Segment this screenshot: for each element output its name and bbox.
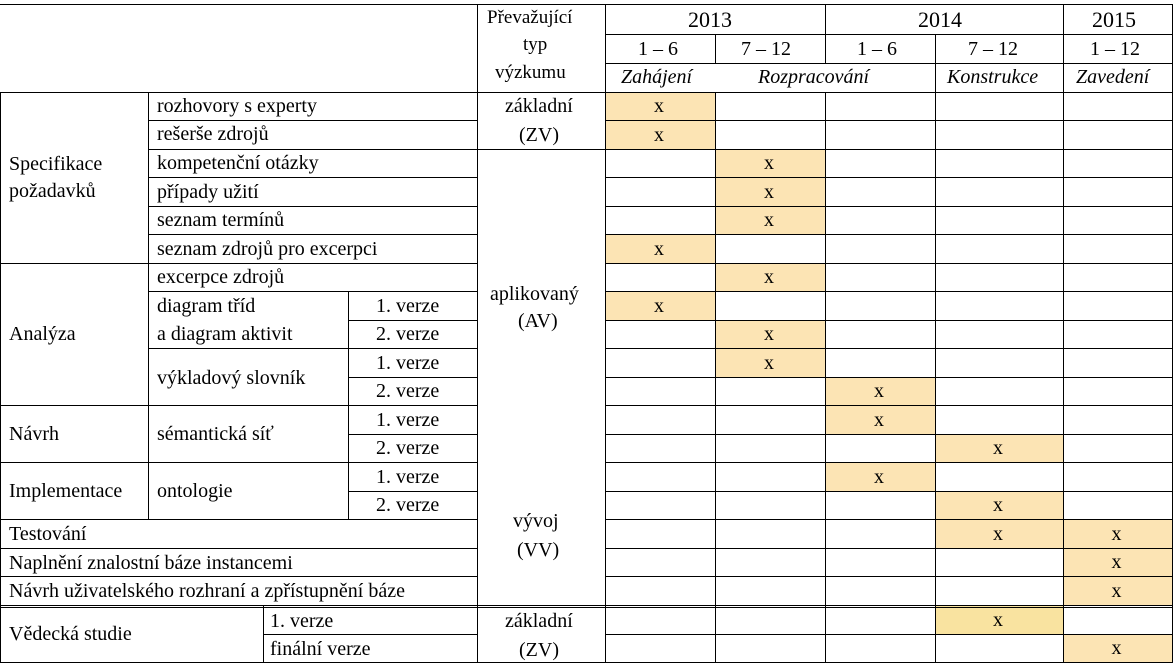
grid-line — [477, 4, 478, 663]
month-range-1: 1 – 6 — [638, 38, 678, 60]
phase-konstrukce: Konstrukce — [947, 66, 1039, 88]
phase-zavedeni: Zavedení — [1076, 66, 1150, 88]
grid-line — [605, 4, 606, 663]
month-range-3: 1 – 6 — [857, 38, 897, 60]
grid-line — [477, 605, 606, 606]
grid-line — [1063, 4, 1064, 663]
grid-line — [0, 576, 478, 577]
grid-line — [0, 462, 478, 463]
grid-line — [148, 92, 149, 520]
grid-line — [605, 320, 1173, 321]
grid-line — [148, 234, 478, 235]
schedule-mark: x — [764, 152, 774, 174]
grid-line — [148, 291, 478, 292]
research-type-av-line-2: (AV) — [518, 310, 558, 332]
version-label: 2. verze — [376, 380, 440, 402]
activity-zdroje: seznam zdrojů pro excerpci — [157, 238, 378, 260]
grid-line — [263, 634, 478, 635]
group-navrh: Návrh — [9, 423, 59, 445]
research-type-zv-1-line-1: základní — [505, 95, 573, 117]
activity-excerpce: excerpce zdrojů — [157, 266, 285, 288]
schedule-mark: x — [1111, 551, 1122, 573]
grid-line — [348, 320, 478, 321]
grid-line — [0, 405, 478, 406]
grid-line — [605, 263, 1173, 264]
schedule-mark: x — [654, 294, 664, 317]
activity-diagram-line-1: diagram tříd — [157, 295, 256, 317]
schedule-mark: x — [764, 209, 774, 231]
version-label: 1. verze — [376, 409, 440, 431]
schedule-mark: x — [993, 522, 1003, 545]
grid-line — [605, 434, 1173, 435]
year-2014: 2014 — [918, 7, 962, 32]
phase-zahajeni: Zahájení — [621, 66, 693, 88]
grid-line — [348, 291, 349, 520]
activity-testovani: Testování — [9, 523, 87, 545]
activity-otazky: kompetenční otázky — [157, 152, 319, 174]
grid-line — [605, 149, 1173, 150]
grid-line — [605, 120, 1173, 121]
grid-line — [605, 605, 1173, 606]
activity-reserse: rešerše zdrojů — [157, 123, 269, 145]
grid-line — [605, 462, 1173, 463]
grid-line — [825, 4, 826, 64]
grid-line — [605, 576, 1173, 577]
version-label: 1. verze — [376, 466, 440, 488]
schedule-mark: x — [764, 180, 774, 203]
activity-pripady: případy užití — [157, 181, 259, 203]
grid-line — [605, 491, 1173, 492]
grid-line — [605, 377, 1173, 378]
grid-line — [605, 634, 1173, 635]
schedule-mark: x — [764, 266, 774, 288]
research-type-zv-2-line-1: základní — [505, 610, 573, 632]
activity-rozhrani: Návrh uživatelského rozhraní a zpřístupnění báze — [9, 580, 405, 602]
grid-line — [0, 548, 478, 549]
version-label: 1. verze — [376, 295, 440, 317]
research-type-zv-1-line-2: (ZV) — [519, 124, 559, 146]
grid-line — [605, 63, 1173, 64]
grid-line — [605, 34, 1173, 35]
grid-line — [715, 34, 716, 64]
activity-naplneni: Naplnění znalostní báze instancemi — [9, 552, 293, 574]
group-specifikace-line-2: požadavků — [9, 180, 96, 202]
schedule-mark: x — [1111, 579, 1122, 602]
schedule-mark: x — [1111, 522, 1122, 545]
grid-line — [605, 405, 1173, 406]
grid-line — [0, 263, 478, 264]
schedule-mark: x — [654, 237, 664, 260]
research-type-av-line-1: aplikovaný — [490, 283, 579, 305]
schedule-mark: x — [874, 380, 884, 402]
group-analyza: Analýza — [9, 323, 76, 345]
version-label: 2. verze — [376, 323, 440, 345]
version-label: 2. verze — [376, 437, 440, 459]
grid-line — [148, 348, 478, 349]
year-2015: 2015 — [1092, 7, 1136, 32]
month-range-4: 7 – 12 — [968, 38, 1018, 60]
grid-line — [605, 519, 1173, 520]
grid-line — [605, 206, 1173, 207]
activity-slovnik: výkladový slovník — [157, 367, 306, 389]
group-vedecka-studie: Vědecká studie — [9, 623, 132, 645]
grid-line — [0, 92, 1173, 93]
schedule-mark: x — [874, 408, 884, 431]
phase-rozpracovani: Rozpracování — [758, 66, 870, 88]
grid-line — [715, 92, 716, 663]
grid-line — [148, 149, 478, 150]
grid-line — [605, 177, 1173, 178]
grid-line — [477, 149, 606, 150]
grid-line — [348, 377, 478, 378]
year-2013: 2013 — [688, 7, 732, 32]
grid-line — [0, 605, 478, 606]
grid-line — [148, 206, 478, 207]
month-range-2: 7 – 12 — [741, 38, 791, 60]
version-label: 1. verze — [270, 610, 334, 632]
activity-terminy: seznam termínů — [157, 209, 285, 231]
grid-line — [935, 34, 936, 663]
group-specifikace-line-1: Specifikace — [9, 153, 103, 175]
type-header-line-1: Převažující — [487, 7, 573, 28]
grid-line — [0, 607, 1173, 608]
grid-line — [825, 92, 826, 663]
schedule-mark: x — [993, 608, 1003, 631]
research-type-vv-line-1: vývoj — [513, 510, 559, 532]
schedule-mark: x — [1111, 637, 1122, 659]
version-label: 2. verze — [376, 494, 440, 516]
schedule-mark: x — [654, 95, 664, 117]
grid-line — [148, 177, 478, 178]
schedule-mark: x — [874, 465, 884, 488]
activity-ontologie: ontologie — [157, 480, 233, 502]
activity-semanticka-sit: sémantická síť — [157, 423, 274, 445]
version-label: 1. verze — [376, 352, 440, 374]
version-label: finální verze — [270, 638, 371, 660]
type-header-line-2: typ — [523, 34, 548, 55]
grid-line — [0, 4, 1173, 5]
grid-line — [0, 519, 478, 520]
activity-diagram-line-2: a diagram aktivit — [157, 323, 293, 345]
type-header-line-3: výzkumu — [495, 62, 566, 83]
group-implementace: Implementace — [9, 480, 123, 502]
schedule-mark: x — [764, 351, 774, 374]
research-type-vv-line-2: (VV) — [517, 539, 560, 561]
month-range-5: 1 – 12 — [1090, 38, 1140, 60]
grid-line — [0, 92, 1, 663]
research-type-zv-2-line-2: (ZV) — [519, 639, 559, 661]
schedule-mark: x — [993, 437, 1003, 459]
grid-line — [605, 291, 1173, 292]
schedule-mark: x — [764, 323, 774, 345]
grid-line — [263, 605, 264, 663]
activity-rozhovory: rozhovory s experty — [157, 95, 317, 117]
grid-line — [605, 348, 1173, 349]
grid-line — [348, 434, 478, 435]
grid-line — [148, 120, 478, 121]
grid-line — [348, 491, 478, 492]
grid-line — [605, 234, 1173, 235]
grid-line — [605, 548, 1173, 549]
schedule-mark: x — [993, 494, 1003, 516]
schedule-mark: x — [654, 123, 664, 146]
